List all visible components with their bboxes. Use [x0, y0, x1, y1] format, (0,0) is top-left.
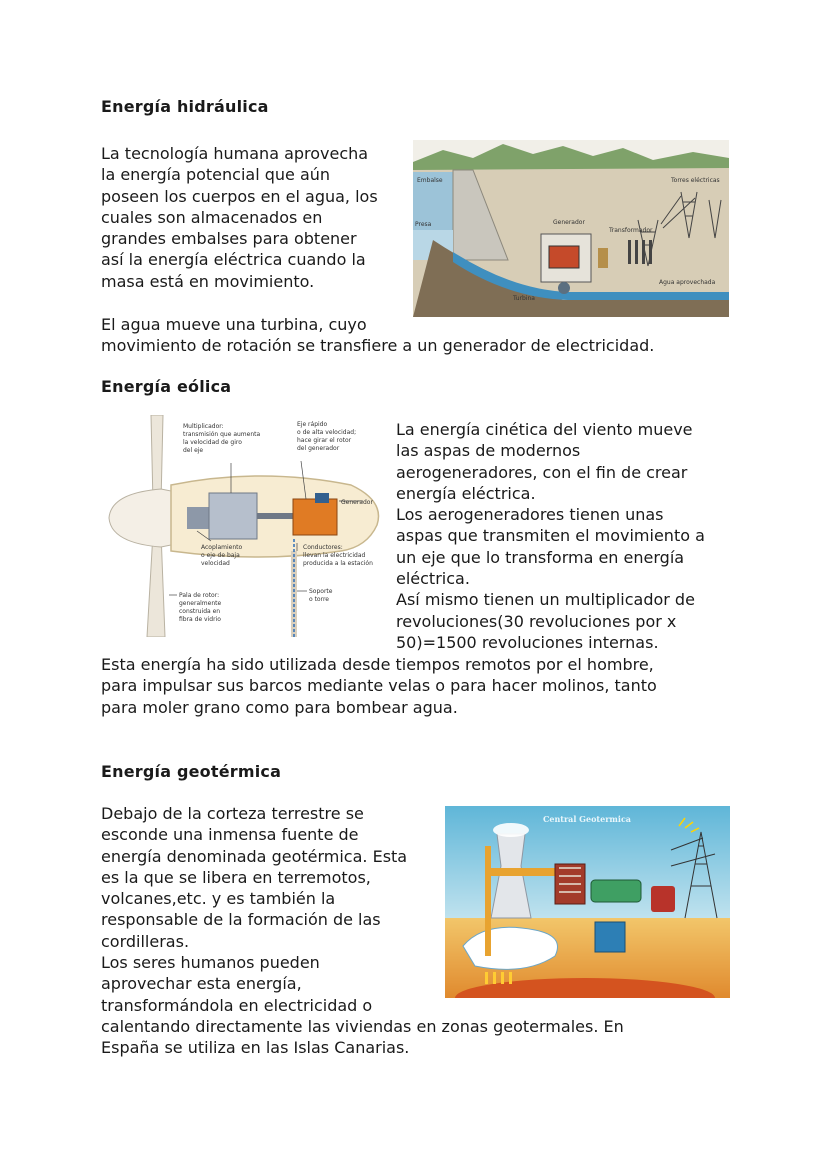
text-line: La energía cinética del viento mueve — [396, 420, 693, 439]
paragraph-eolica-1 — [396, 419, 705, 653]
label-acoplamiento-3: velocidad — [201, 560, 230, 567]
text-line: un eje que lo transforma en energía — [396, 547, 685, 567]
label-acoplamiento-2: o eje de baja — [201, 552, 240, 559]
paragraph-hidraulica-2 — [101, 314, 654, 357]
paragraph-geotermica-1 — [101, 803, 407, 1016]
text-line: para impulsar sus barcos mediante velas o para hacer molinos, tanto — [101, 676, 657, 696]
label-pala-2: generalmente — [179, 600, 222, 607]
text-line: cuales son almacenados en — [101, 207, 323, 227]
text-line: las aspas de modernos — [396, 441, 581, 461]
text-line: energía denominada geotérmica. Esta — [101, 846, 408, 866]
text-line: aspas que transmiten el movimiento a — [396, 526, 705, 546]
text-line: Los aerogeneradores tienen unas — [396, 505, 664, 525]
text-line: volcanes,etc. y es también la — [101, 889, 336, 909]
label-eje-rapido-1: Eje rápido — [297, 421, 328, 428]
text-line: eléctrica. — [396, 569, 470, 589]
text-line: poseen los cuerpos en el agua, los — [101, 186, 378, 206]
text-line: revoluciones(30 revoluciones por x — [396, 611, 677, 631]
label-multiplicador-3: la velocidad de giro — [183, 439, 242, 446]
label-transformador: Transformador — [609, 227, 653, 234]
text-line: grandes embalses para obtener — [101, 229, 357, 249]
paragraph-hidraulica-1 — [101, 143, 378, 292]
label-multiplicador-1: Multiplicador: — [183, 423, 224, 430]
label-conductores-1: Conductores: — [303, 544, 343, 551]
label-soporte-1: Soporte — [309, 588, 333, 595]
label-generador: Generador — [341, 499, 373, 506]
label-pala-3: construida en — [179, 608, 221, 615]
text-line: responsable de la formación de las — [101, 910, 381, 930]
hydro-plant-illustration — [413, 140, 729, 317]
label-turbina: Turbina — [513, 295, 535, 302]
label-multiplicador-4: del eje — [183, 447, 204, 454]
geothermal-plant-illustration — [445, 806, 730, 998]
text-line: España se utiliza en las Islas Canarias. — [101, 1038, 410, 1058]
text-line: la energía potencial que aún — [101, 165, 331, 185]
text-line: así la energía eléctrica cuando la — [101, 250, 366, 270]
label-acoplamiento-1: Acoplamiento — [201, 544, 243, 551]
text-line: calentando directamente las viviendas en zonas geotermales. En — [101, 1017, 624, 1036]
label-generador: Generador — [553, 219, 585, 226]
text-line: Los seres humanos pueden — [101, 953, 320, 973]
text-line: esconde una inmensa fuente de — [101, 825, 359, 845]
label-soporte-2: o torre — [309, 596, 329, 603]
label-conductores-2: llevan la electricidad — [303, 552, 366, 559]
paragraph-geotermica-2 — [101, 1016, 624, 1059]
label-eje-rapido-4: del generador — [297, 445, 340, 452]
text-line: Debajo de la corteza terrestre se — [101, 804, 364, 823]
text-line: transformándola en electricidad o — [101, 995, 373, 1015]
label-multiplicador-2: transmisión que aumenta — [183, 431, 261, 438]
label-pala-1: Pala de rotor: — [179, 592, 220, 599]
label-embalse: Embalse — [417, 177, 443, 184]
section-title-eolica: Energía eólica — [101, 377, 232, 396]
text-line: movimiento de rotación se transfiere a un generador de electricidad. — [101, 336, 655, 356]
text-line: Así mismo tienen un multiplicador de — [396, 590, 695, 610]
section-title-geotermica: Energía geotérmica — [101, 762, 282, 781]
label-conductores-3: producida a la estación — [303, 560, 373, 567]
text-line: El agua mueve una turbina, cuyo — [101, 315, 367, 334]
wind-turbine-illustration — [101, 415, 389, 637]
text-line: masa está en movimiento. — [101, 271, 315, 291]
text-line: cordilleras. — [101, 931, 190, 951]
label-presa: Presa — [415, 221, 432, 228]
text-line: 50)=1500 revoluciones internas. — [396, 632, 659, 652]
text-line: aerogeneradores, con el fin de crear — [396, 462, 688, 482]
label-torres: Torres eléctricas — [671, 177, 720, 184]
text-line: para moler grano como para bombear agua. — [101, 697, 458, 717]
label-agua: Agua aprovechada — [659, 279, 716, 286]
label-pala-4: fibra de vidrio — [179, 616, 221, 623]
text-line: Esta energía ha sido utilizada desde tiempos remotos por el hombre, — [101, 655, 654, 674]
figure-title: Central Geotermica — [542, 814, 632, 824]
text-line: La tecnología humana aprovecha — [101, 144, 369, 163]
label-eje-rapido-3: hace girar el rotor — [297, 437, 352, 444]
text-line: energía eléctrica. — [396, 483, 536, 503]
label-eje-rapido-2: o de alta velocidad; — [297, 429, 357, 436]
text-line: aprovechar esta energía, — [101, 974, 302, 994]
section-title-hidraulica: Energía hidráulica — [101, 97, 269, 116]
paragraph-eolica-2 — [101, 654, 657, 718]
text-line: es la que se libera en terremotos, — [101, 867, 371, 887]
